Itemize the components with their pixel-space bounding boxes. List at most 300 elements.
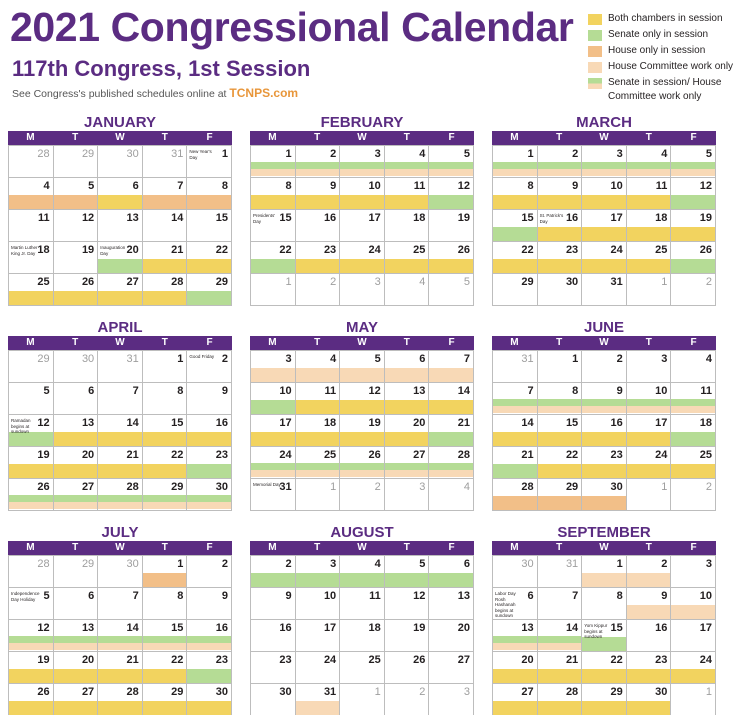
day-cell[interactable]: [143, 383, 188, 415]
day-cell[interactable]: [627, 242, 672, 274]
months-grid: [8, 115, 738, 715]
day-cell[interactable]: [54, 274, 99, 306]
day-cell[interactable]: [340, 146, 385, 178]
both-session-bar: [429, 259, 473, 273]
day-cell[interactable]: [429, 210, 474, 242]
day-cell[interactable]: [429, 479, 474, 511]
day-cell[interactable]: [54, 178, 99, 210]
day-cell[interactable]: [538, 447, 583, 479]
day-cell[interactable]: [385, 351, 430, 383]
day-cell[interactable]: [538, 178, 583, 210]
day-cell[interactable]: [9, 447, 54, 479]
day-cell[interactable]: [429, 620, 474, 652]
day-cell[interactable]: [429, 351, 474, 383]
day-cell[interactable]: [251, 620, 296, 652]
day-cell[interactable]: [429, 242, 474, 274]
day-cell[interactable]: [582, 415, 627, 447]
day-number: 2: [419, 686, 426, 698]
day-cell[interactable]: [9, 479, 54, 511]
day-cell[interactable]: [493, 415, 538, 447]
both-session-bar: [493, 701, 537, 715]
day-cell[interactable]: [538, 146, 583, 178]
day-cell[interactable]: [538, 383, 583, 415]
day-cell[interactable]: [671, 351, 716, 383]
day-cell[interactable]: [429, 447, 474, 479]
day-cell[interactable]: [538, 210, 583, 242]
day-cell[interactable]: [54, 210, 99, 242]
day-number: 20: [413, 417, 426, 429]
day-cell[interactable]: [143, 242, 188, 274]
day-cell[interactable]: [582, 620, 627, 652]
weekday-label: T: [314, 132, 321, 143]
day-cell[interactable]: [493, 351, 538, 383]
day-cell[interactable]: [385, 479, 430, 511]
day-cell[interactable]: [582, 684, 627, 715]
both-session-bar: [296, 195, 340, 209]
day-cell[interactable]: [296, 415, 341, 447]
senate-session-bar: [671, 162, 715, 169]
day-cell[interactable]: [54, 479, 99, 511]
day-cell[interactable]: [9, 383, 54, 415]
day-cell[interactable]: [429, 146, 474, 178]
day-cell[interactable]: [582, 178, 627, 210]
weekday-label: T: [161, 337, 168, 348]
day-cell[interactable]: [493, 146, 538, 178]
day-cell[interactable]: [493, 588, 538, 620]
day-number: 1: [616, 558, 623, 570]
day-cell[interactable]: [143, 588, 188, 620]
day-cell[interactable]: [671, 479, 716, 511]
day-cell[interactable]: [671, 556, 716, 588]
both-session-bar: [582, 464, 626, 478]
day-cell[interactable]: [9, 351, 54, 383]
day-cell[interactable]: [582, 479, 627, 511]
day-cell[interactable]: [296, 242, 341, 274]
day-cell[interactable]: [251, 652, 296, 684]
day-cell[interactable]: [429, 684, 474, 715]
day-cell[interactable]: [340, 383, 385, 415]
both-session-bar: [627, 669, 671, 683]
day-cell[interactable]: [385, 210, 430, 242]
weekday-label: T: [72, 337, 79, 348]
day-number: 19: [457, 212, 470, 224]
day-cell[interactable]: [340, 556, 385, 588]
month-name: JUNE: [583, 319, 624, 336]
day-cell[interactable]: [627, 652, 672, 684]
day-cell[interactable]: [54, 556, 99, 588]
both-session-bar: [9, 464, 53, 478]
day-cell[interactable]: [98, 274, 143, 306]
day-cell[interactable]: [187, 447, 232, 479]
holiday-note: Martin Luther King Jr. Day: [11, 245, 38, 256]
day-cell[interactable]: [296, 588, 341, 620]
day-cell[interactable]: [54, 146, 99, 178]
day-cell[interactable]: [627, 620, 672, 652]
both-session-bar: [9, 291, 53, 305]
legend-swatch: [588, 62, 602, 73]
day-cell[interactable]: [98, 146, 143, 178]
day-cell[interactable]: [340, 242, 385, 274]
day-cell[interactable]: [671, 684, 716, 715]
day-cell[interactable]: [429, 383, 474, 415]
day-cell[interactable]: [671, 415, 716, 447]
day-cell[interactable]: [340, 351, 385, 383]
day-cell[interactable]: [296, 479, 341, 511]
day-number: 7: [132, 385, 139, 397]
day-number: 5: [463, 148, 470, 160]
day-cell[interactable]: [493, 242, 538, 274]
day-number: 3: [463, 686, 470, 698]
day-cell[interactable]: [9, 652, 54, 684]
committee-work-bar: [143, 502, 187, 509]
day-number: 12: [413, 590, 426, 602]
day-cell[interactable]: [251, 242, 296, 274]
day-cell[interactable]: [493, 556, 538, 588]
day-cell[interactable]: [143, 684, 188, 715]
day-cell[interactable]: [671, 588, 716, 620]
day-cell[interactable]: [251, 146, 296, 178]
day-cell[interactable]: [251, 588, 296, 620]
day-cell[interactable]: [340, 684, 385, 715]
day-cell[interactable]: [429, 556, 474, 588]
day-number: 25: [699, 449, 712, 461]
day-cell[interactable]: [98, 652, 143, 684]
day-cell[interactable]: [9, 274, 54, 306]
day-cell[interactable]: [9, 415, 54, 447]
day-cell[interactable]: [429, 652, 474, 684]
day-cell[interactable]: [296, 146, 341, 178]
day-number: 3: [374, 276, 381, 288]
day-cell[interactable]: [98, 210, 143, 242]
day-number: 2: [616, 353, 623, 365]
day-cell[interactable]: [98, 383, 143, 415]
day-cell[interactable]: [143, 479, 188, 511]
day-cell[interactable]: [538, 620, 583, 652]
day-cell[interactable]: [98, 447, 143, 479]
day-cell[interactable]: [538, 242, 583, 274]
day-cell[interactable]: [187, 242, 232, 274]
day-cell[interactable]: [627, 447, 672, 479]
day-cell[interactable]: [143, 274, 188, 306]
day-cell[interactable]: [493, 178, 538, 210]
day-cell[interactable]: [187, 178, 232, 210]
day-cell[interactable]: [538, 684, 583, 715]
day-cell[interactable]: [582, 351, 627, 383]
month-march: [492, 115, 716, 306]
day-number: 22: [565, 449, 579, 461]
day-cell[interactable]: [340, 178, 385, 210]
day-cell[interactable]: [582, 556, 627, 588]
day-cell[interactable]: [429, 274, 474, 306]
day-cell[interactable]: [493, 274, 538, 306]
day-cell[interactable]: [251, 556, 296, 588]
senate-session-bar: [493, 227, 537, 241]
day-cell[interactable]: [429, 415, 474, 447]
day-cell[interactable]: [538, 351, 583, 383]
day-number: 19: [81, 244, 95, 256]
day-cell[interactable]: [143, 210, 188, 242]
day-cell[interactable]: [98, 479, 143, 511]
day-cell[interactable]: [671, 447, 716, 479]
day-number: 15: [215, 212, 228, 224]
day-number: 30: [655, 686, 668, 698]
holiday-note: St. Patrick's Day: [539, 213, 564, 224]
day-cell[interactable]: [98, 242, 143, 274]
day-cell[interactable]: [143, 351, 188, 383]
day-cell[interactable]: [98, 684, 143, 715]
day-cell[interactable]: [385, 178, 430, 210]
day-cell[interactable]: [671, 620, 716, 652]
legend-item: [588, 44, 743, 58]
day-number: 2: [221, 353, 228, 365]
day-cell[interactable]: [251, 479, 296, 511]
day-cell[interactable]: [251, 383, 296, 415]
month-august: [250, 525, 474, 715]
day-cell[interactable]: [627, 588, 672, 620]
day-cell[interactable]: [296, 556, 341, 588]
day-cell[interactable]: [627, 146, 672, 178]
day-cell[interactable]: [187, 479, 232, 511]
day-cell[interactable]: [296, 652, 341, 684]
day-cell[interactable]: [385, 588, 430, 620]
day-number: 16: [610, 417, 623, 429]
day-cell[interactable]: [9, 146, 54, 178]
day-cell[interactable]: [340, 274, 385, 306]
day-cell[interactable]: [429, 588, 474, 620]
day-cell[interactable]: [54, 447, 99, 479]
day-cell[interactable]: [582, 210, 627, 242]
day-cell[interactable]: [385, 620, 430, 652]
day-cell[interactable]: [296, 274, 341, 306]
day-cell[interactable]: [671, 210, 716, 242]
day-cell[interactable]: [385, 415, 430, 447]
day-cell[interactable]: [187, 351, 232, 383]
day-cell[interactable]: [143, 652, 188, 684]
day-cell[interactable]: [627, 351, 672, 383]
day-number: 8: [177, 385, 184, 397]
day-cell[interactable]: [671, 146, 716, 178]
day-number: 23: [610, 449, 623, 461]
day-cell[interactable]: [54, 383, 99, 415]
day-cell[interactable]: [538, 274, 583, 306]
senate-session-bar: [582, 399, 626, 406]
day-cell[interactable]: [143, 146, 188, 178]
day-cell[interactable]: [627, 274, 672, 306]
day-cell[interactable]: [296, 351, 341, 383]
day-cell[interactable]: [98, 351, 143, 383]
day-cell[interactable]: [9, 556, 54, 588]
day-cell[interactable]: [582, 652, 627, 684]
day-cell[interactable]: [187, 274, 232, 306]
day-cell[interactable]: [296, 684, 341, 715]
day-cell[interactable]: [251, 447, 296, 479]
day-cell[interactable]: [187, 210, 232, 242]
day-cell[interactable]: [671, 383, 716, 415]
day-cell[interactable]: [9, 178, 54, 210]
day-cell[interactable]: [251, 415, 296, 447]
day-cell[interactable]: [296, 620, 341, 652]
day-cell[interactable]: [187, 383, 232, 415]
day-cell[interactable]: [187, 415, 232, 447]
day-cell[interactable]: [582, 274, 627, 306]
day-cell[interactable]: [187, 556, 232, 588]
day-number: 22: [171, 654, 184, 666]
weekday-label: M: [26, 542, 35, 553]
day-number: 6: [463, 558, 470, 570]
day-cell[interactable]: [493, 652, 538, 684]
day-cell[interactable]: [9, 620, 54, 652]
day-cell[interactable]: [385, 684, 430, 715]
day-cell[interactable]: [582, 447, 627, 479]
day-cell[interactable]: [671, 242, 716, 274]
day-cell[interactable]: [385, 652, 430, 684]
day-cell[interactable]: [538, 556, 583, 588]
committee-work-bar: [9, 502, 53, 509]
day-cell[interactable]: [98, 588, 143, 620]
day-cell[interactable]: [538, 479, 583, 511]
day-cell[interactable]: [98, 556, 143, 588]
day-cell[interactable]: [385, 274, 430, 306]
day-cell[interactable]: [54, 415, 99, 447]
day-cell[interactable]: [251, 351, 296, 383]
day-cell[interactable]: [9, 210, 54, 242]
day-cell[interactable]: [671, 652, 716, 684]
day-cell[interactable]: [340, 210, 385, 242]
day-number: 22: [171, 449, 184, 461]
weekday-label: F: [690, 542, 697, 553]
day-cell[interactable]: [54, 684, 99, 715]
day-cell[interactable]: [9, 588, 54, 620]
day-cell[interactable]: [54, 242, 99, 274]
day-cell[interactable]: [143, 620, 188, 652]
day-cell[interactable]: [143, 447, 188, 479]
day-cell[interactable]: [143, 415, 188, 447]
day-number: 13: [81, 417, 95, 429]
day-cell[interactable]: [143, 178, 188, 210]
both-session-bar: [251, 195, 295, 209]
day-cell[interactable]: [671, 274, 716, 306]
day-number: 20: [521, 654, 534, 666]
day-cell[interactable]: [251, 684, 296, 715]
day-cell[interactable]: [627, 383, 672, 415]
day-cell[interactable]: [54, 351, 99, 383]
day-cell[interactable]: [627, 684, 672, 715]
weekday-label: F: [690, 132, 697, 143]
senate-session-bar: [429, 162, 473, 169]
day-cell[interactable]: [340, 447, 385, 479]
day-cell[interactable]: [296, 210, 341, 242]
day-cell[interactable]: [251, 274, 296, 306]
day-cell[interactable]: [582, 146, 627, 178]
day-cell[interactable]: [385, 383, 430, 415]
day-cell[interactable]: [340, 415, 385, 447]
day-grid: [8, 350, 232, 511]
day-cell[interactable]: [54, 652, 99, 684]
day-cell[interactable]: [671, 178, 716, 210]
day-cell[interactable]: [251, 178, 296, 210]
day-number: 4: [374, 558, 381, 570]
day-number: 7: [177, 180, 184, 192]
day-cell[interactable]: [538, 652, 583, 684]
day-number: 4: [419, 148, 426, 160]
day-cell[interactable]: [538, 415, 583, 447]
senate-session-bar: [538, 162, 582, 169]
day-cell[interactable]: [627, 415, 672, 447]
day-cell[interactable]: [251, 210, 296, 242]
day-cell[interactable]: [54, 620, 99, 652]
day-cell[interactable]: [143, 556, 188, 588]
weekday-label: W: [115, 337, 125, 348]
day-cell[interactable]: [187, 146, 232, 178]
day-cell[interactable]: [385, 242, 430, 274]
day-cell[interactable]: [187, 588, 232, 620]
day-cell[interactable]: [627, 210, 672, 242]
day-cell[interactable]: [9, 242, 54, 274]
day-cell[interactable]: [187, 620, 232, 652]
day-cell[interactable]: [493, 479, 538, 511]
day-cell[interactable]: [538, 588, 583, 620]
day-cell[interactable]: [340, 479, 385, 511]
day-cell[interactable]: [98, 415, 143, 447]
senate-session-bar: [9, 495, 53, 502]
day-cell[interactable]: [385, 447, 430, 479]
day-cell[interactable]: [98, 620, 143, 652]
committee-work-bar: [627, 406, 671, 413]
day-cell[interactable]: [385, 146, 430, 178]
day-cell[interactable]: [582, 588, 627, 620]
day-cell[interactable]: [493, 383, 538, 415]
day-cell[interactable]: [296, 447, 341, 479]
committee-work-bar: [538, 643, 582, 650]
day-cell[interactable]: [9, 684, 54, 715]
committee-work-bar: [340, 169, 384, 176]
both-session-bar: [143, 291, 187, 305]
day-cell[interactable]: [54, 588, 99, 620]
day-cell[interactable]: [187, 652, 232, 684]
committee-work-bar: [538, 169, 582, 176]
day-number: 2: [705, 481, 712, 493]
day-cell[interactable]: [493, 684, 538, 715]
day-cell[interactable]: [340, 588, 385, 620]
day-number: 10: [610, 180, 623, 192]
day-number: 14: [171, 212, 184, 224]
day-cell[interactable]: [493, 620, 538, 652]
day-cell[interactable]: [296, 383, 341, 415]
day-cell[interactable]: [296, 178, 341, 210]
day-cell[interactable]: [493, 210, 538, 242]
day-cell[interactable]: [340, 620, 385, 652]
day-cell[interactable]: [493, 447, 538, 479]
day-cell[interactable]: [187, 684, 232, 715]
day-cell[interactable]: [385, 556, 430, 588]
day-cell[interactable]: [98, 178, 143, 210]
day-number: 4: [661, 148, 668, 160]
day-number: 29: [565, 481, 579, 493]
senate-session-bar: [54, 495, 98, 502]
day-cell[interactable]: [582, 242, 627, 274]
weekday-label: F: [448, 337, 455, 348]
site-link[interactable]: TCNPS.com: [229, 86, 299, 100]
day-cell[interactable]: [340, 652, 385, 684]
day-number: 26: [37, 686, 50, 698]
day-cell[interactable]: [627, 479, 672, 511]
day-number: 21: [457, 417, 470, 429]
day-number: 1: [285, 148, 292, 160]
day-cell[interactable]: [429, 178, 474, 210]
day-cell[interactable]: [627, 178, 672, 210]
day-cell[interactable]: [582, 383, 627, 415]
day-cell[interactable]: [627, 556, 672, 588]
